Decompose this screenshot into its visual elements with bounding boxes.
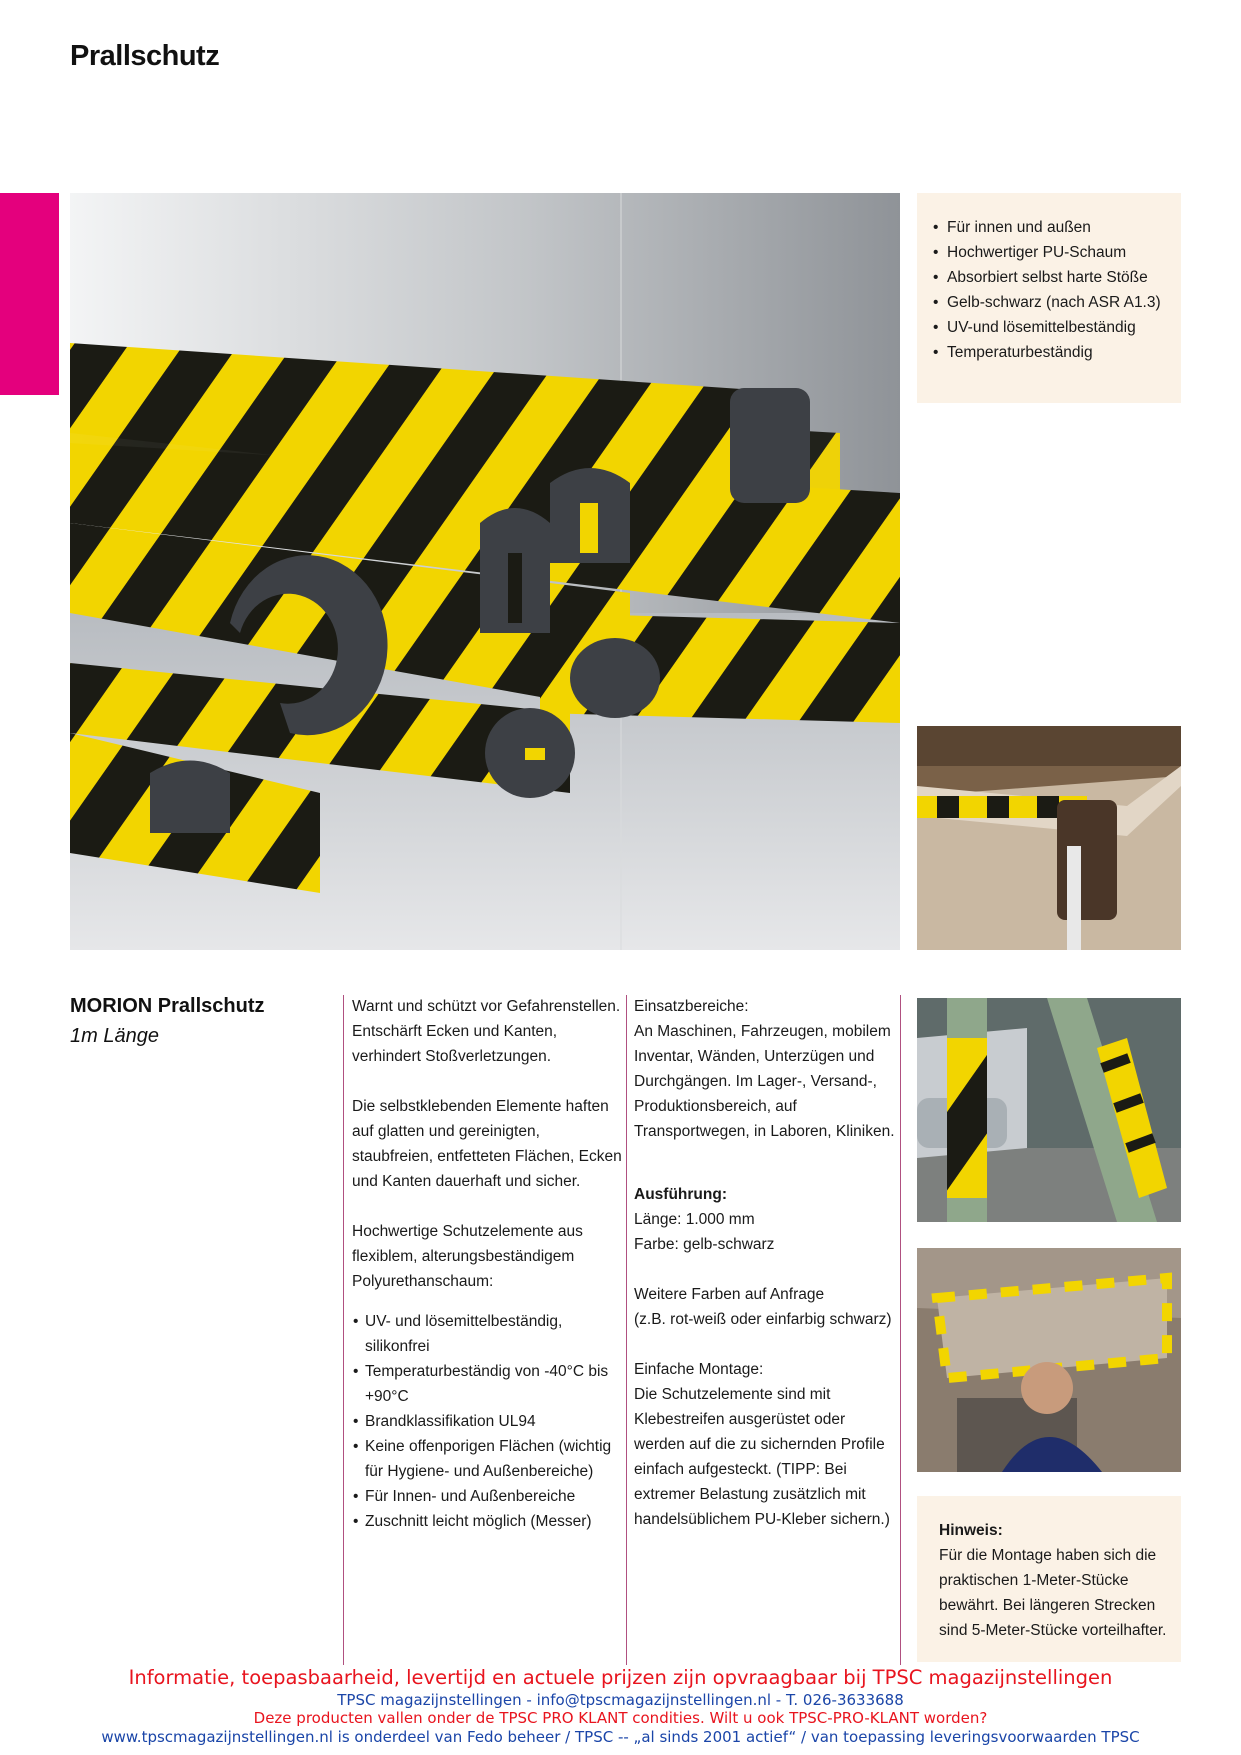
property-item: • Keine offenporigen Flächen (wichtig für Hygiene- und Außenbereiche) — [365, 1434, 622, 1484]
properties-list — [352, 1309, 622, 1534]
hint-box — [917, 1496, 1181, 1662]
feature-item: • Temperaturbeständig — [947, 340, 1181, 365]
more-colors: Weitere Farben auf Anfrage — [634, 1286, 825, 1303]
product-name: MORION Prallschutz — [70, 995, 265, 1017]
execution-length: Länge: 1.000 mm — [634, 1211, 755, 1228]
property-item: • UV- und lösemittelbeständig, silikonfrei — [365, 1309, 622, 1359]
footer-info: Informatie, toepasbaarheid, levertijd en actuele prijzen zijn opvraagbaar bij TPSC magazijnstellingen — [128, 1666, 1113, 1689]
property-item: • Temperaturbeständig von -40°C bis +90°C — [365, 1359, 622, 1409]
more-colors-example: (z.B. rot-weiß oder einfarbig schwarz) — [634, 1311, 892, 1328]
description-paragraph: Hochwertige Schutzelemente aus flexiblem, alterungsbeständigem Polyurethanschaum: — [352, 1223, 583, 1290]
footer — [0, 1665, 1241, 1747]
product-subtitle: 1m Länge — [70, 1025, 159, 1047]
footer-company[interactable]: www.tpscmagazijnstellingen.nl is onderdeel van Fedo beheer / TPSC -- „al sinds 2001 actief“ / van toepassing leveringsvoorwaarden TPSC — [101, 1728, 1140, 1746]
mounting-text: Die Schutzelemente sind mit Klebestreifen ausgerüstet oder werden auf die zu sichernden Profile einfach aufgesteckt. (TIPP: Bei extremer Belastung zusätzlich mit handelsüblichem PU-Kleber sichern.) — [634, 1386, 890, 1528]
photo-garage-pillar — [917, 998, 1181, 1222]
column-divider — [626, 995, 627, 1665]
use-heading: Einsatzbereiche: — [634, 998, 749, 1015]
execution-heading: Ausführung: — [634, 1186, 727, 1203]
execution-color: Farbe: gelb-schwarz — [634, 1236, 775, 1253]
property-item: • Zuschnitt leicht möglich (Messer) — [365, 1509, 622, 1534]
hint-text: Für die Montage haben sich die praktischen 1-Meter-Stücke bewährt. Bei längeren Strecken sind 5-Meter-Stücke vorteilhafter. — [939, 1547, 1167, 1639]
feature-item: • Gelb-schwarz (nach ASR A1.3) — [947, 290, 1181, 315]
feature-list — [917, 215, 1181, 365]
description-paragraph: Warnt und schützt vor Gefahrenstellen. Entschärft Ecken und Kanten, verhindert Stoßverletzungen. — [352, 998, 621, 1065]
footer-contact[interactable]: TPSC magazijnstellingen - info@tpscmagazijnstellingen.nl - T. 026-3633688 — [337, 1691, 904, 1709]
foam-profiles-illustration — [70, 193, 900, 950]
description-paragraph: Die selbstklebenden Elemente haften auf glatten und gereinigten, staubfreien, entfetteten Flächen, Ecken und Kanten dauerhaft und sicher. — [352, 1098, 622, 1190]
column-divider — [343, 995, 344, 1665]
feature-list-box — [917, 193, 1181, 403]
feature-item: • UV-und lösemittelbeständig — [947, 315, 1181, 340]
page-title: Prallschutz — [70, 40, 220, 72]
photo-worker-underpass — [917, 1248, 1181, 1472]
hero-product-photo — [70, 193, 900, 950]
feature-item: • Hochwertiger PU-Schaum — [947, 240, 1181, 265]
column-divider — [900, 995, 901, 1665]
property-item: • Brandklassifikation UL94 — [365, 1409, 622, 1434]
section-marker — [0, 193, 59, 395]
details-column — [634, 994, 899, 1557]
description-column — [352, 994, 622, 1534]
mounting-heading: Einfache Montage: — [634, 1361, 764, 1378]
feature-item: • Absorbiert selbst harte Stöße — [947, 265, 1181, 290]
feature-item: • Für innen und außen — [947, 215, 1181, 240]
footer-pro-klant: Deze producten vallen onder de TPSC PRO KLANT condities. Wilt u ook TPSC-PRO-KLANT worden? — [253, 1709, 988, 1727]
photo-table-corner — [917, 726, 1181, 950]
property-item: • Für Innen- und Außenbereiche — [365, 1484, 622, 1509]
use-text: An Maschinen, Fahrzeugen, mobilem Inventar, Wänden, Unterzügen und Durchgängen. Im Lager-, Versand-, Produktionsbereich, auf Transportwegen, in Laboren, Kliniken. — [634, 1023, 895, 1140]
hint-heading: Hinweis: — [939, 1522, 1003, 1539]
